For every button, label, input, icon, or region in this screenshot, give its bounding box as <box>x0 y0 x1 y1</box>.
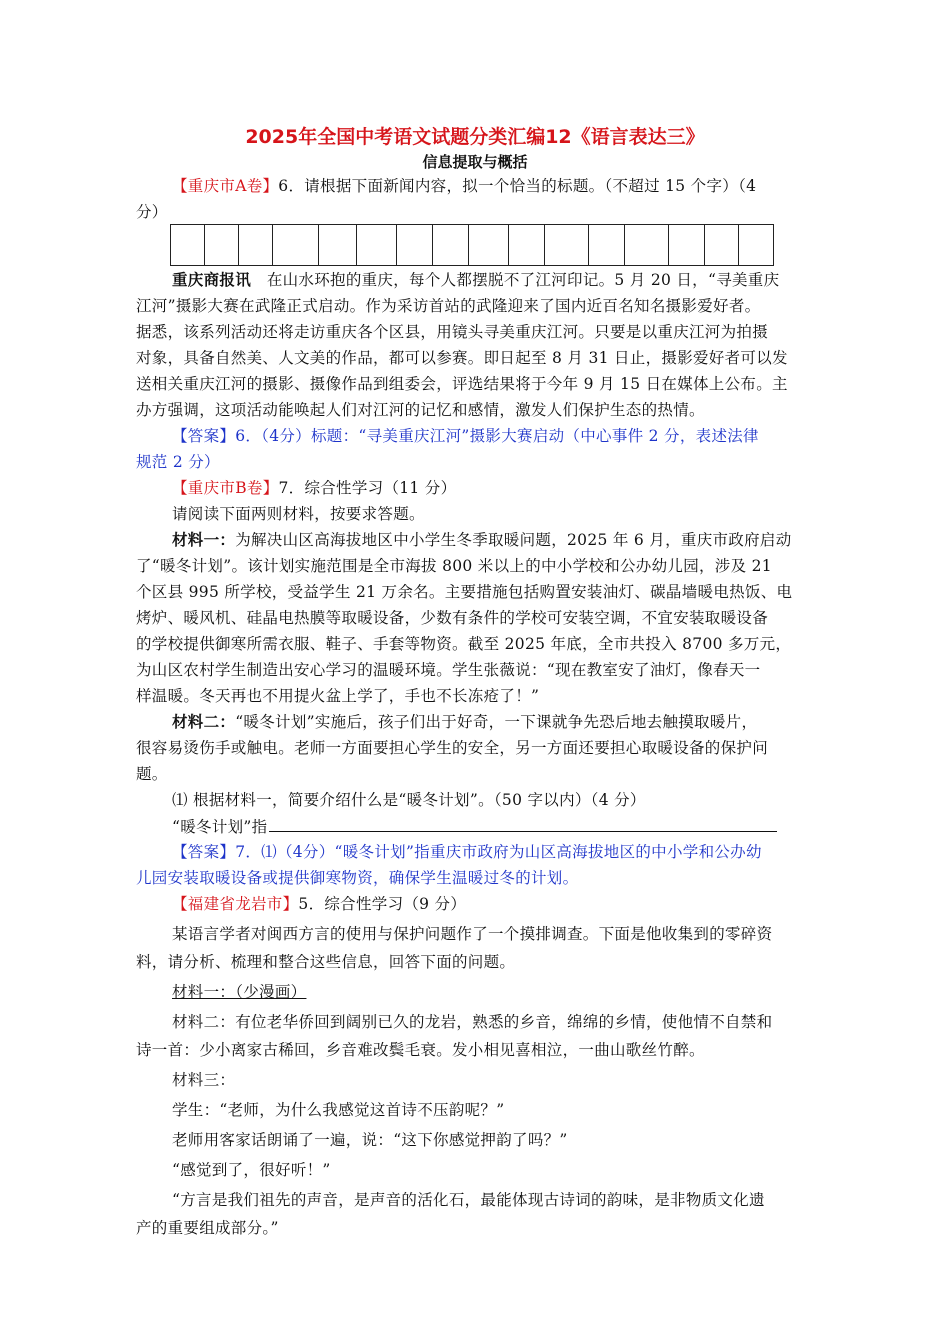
q1-source-tag: 【重庆市A卷】 <box>172 177 279 195</box>
q2-answer-cont: 儿园安装取暖设备或提供御寒物资，确保学生温暖过冬的计划。 <box>136 869 579 887</box>
q3-intro: 某语言学者对闽西方言的使用与保护问题作了一个摸排调查。下面是他收集到的零碎资 <box>172 925 773 943</box>
q1-stem-cont: 分） <box>136 203 168 221</box>
answer-cell[interactable] <box>171 225 205 265</box>
q3-material-2: 材料二：有位老华侨回到阔别已久的龙岩，熟悉的乡音，绵绵的乡情，使他情不自禁和 <box>172 1013 773 1031</box>
q2-answer: 【答案】7．⑴（4分）“暖冬计划”指重庆市政府为山区高海拔地区的中小学和公办幼 <box>172 843 762 861</box>
q3-intro-cont: 料，请分析、梳理和整合这些信息，回答下面的问题。 <box>136 953 516 971</box>
news-line-2: 江河”摄影大赛在武隆正式启动。作为采访首站的武隆迎来了国内近百名知名摄影爱好者。 <box>136 297 761 315</box>
answer-blank[interactable] <box>269 816 777 832</box>
answer-cell[interactable] <box>545 225 589 265</box>
q1-answer-cont: 规范 2 分） <box>136 453 220 471</box>
news-line-5: 送相关重庆江河的摄影、摄像作品到组委会，评选结果将于今年 9 月 15 日在媒体上公布。主 <box>136 375 788 393</box>
material-1-line-5: 的学校提供御寒所需衣服、鞋子、手套等物资。截至 2025 年底，全市共投入 8700 多万元， <box>136 635 792 653</box>
answer-cell[interactable] <box>669 225 705 265</box>
q2-intro: 请阅读下面两则材料，按要求答题。 <box>172 505 425 523</box>
material-1-line-2: 了“暖冬计划”。该计划实施范围是全市海拔 800 米以上的中小学校和公办幼儿园，涉及 21 <box>136 557 772 575</box>
answer-cell[interactable] <box>739 225 773 265</box>
news-line-4: 对象，具备自然美、人文美的作品，都可以参赛。即日起至 8 月 31 日止，摄影爱好者可以发 <box>136 349 788 367</box>
answer-cell[interactable] <box>625 225 669 265</box>
q3-source-tag: 【福建省龙岩市】 <box>172 895 299 913</box>
material-1-line-1: 材料一：为解决山区高海拔地区中小学生冬季取暖问题，2025 年 6 月，重庆市政府启动 <box>172 530 792 549</box>
document-subtitle: 信息提取与概括 <box>422 153 528 171</box>
q2-stem-line: 【重庆市B卷】7．综合性学习（11 分） <box>172 479 457 497</box>
news-line-3: 据悉，该系列活动还将走访重庆各个区县，用镜头寻美重庆江河。只要是以重庆江河为拍摄 <box>136 323 769 341</box>
answer-cell[interactable] <box>239 225 273 265</box>
q2-source-tag: 【重庆市B卷】 <box>172 479 279 497</box>
answer-cell[interactable] <box>205 225 239 265</box>
q1-stem: 6．请根据下面新闻内容，拟一个恰当的标题。（不超过 15 个字）（4 <box>278 177 757 195</box>
news-source: 重庆商报讯 <box>172 270 252 289</box>
answer-cell[interactable] <box>357 225 397 265</box>
material-1-line-7: 样温暖。冬天再也不用提火盆上学了，手也不长冻疮了！” <box>136 687 540 705</box>
q3-material-2-cont: 诗一首：少小离家古稀回，乡音难改鬓毛衰。发小相见喜相泣，一曲山歌丝竹醉。 <box>136 1041 705 1059</box>
q3-material-1: 材料一：（少漫画） <box>172 983 307 1001</box>
fill-prefix: “暖冬计划”指 <box>172 818 268 836</box>
material-2-line-1: 材料二：“暖冬计划”实施后，孩子们出于好奇，一下课就争先恐后地去触摸取暖片， <box>172 712 758 731</box>
news-line-6: 办方强调，这项活动能唤起人们对江河的记忆和感情，激发人们保护生态的热情。 <box>136 401 705 419</box>
title-answer-grid[interactable] <box>170 224 774 266</box>
material-2-line-2: 很容易烫伤手或触电。老师一方面要担心学生的安全，另一方面还要担心取暖设备的保护问 <box>136 739 769 757</box>
document-title: 2025年全国中考语文试题分类汇编12《语言表达三》 <box>245 126 705 148</box>
answer-cell[interactable] <box>273 225 319 265</box>
material-2-label: 材料二： <box>172 712 236 731</box>
material-1-line-4: 烤炉、暖风机、硅晶电热膜等取暖设备，少数有条件的学校可安装空调，不宜安装取暖设备 <box>136 609 769 627</box>
q2-sub-question-1: ⑴ 根据材料一，简要介绍什么是“暖冬计划”。（50 字以内）（4 分） <box>172 791 646 809</box>
material-1-label: 材料一： <box>172 530 236 549</box>
answer-cell[interactable] <box>509 225 545 265</box>
dialogue-line-1: 学生：“老师，为什么我感觉这首诗不压韵呢？” <box>172 1101 505 1119</box>
q3-material-3: 材料三： <box>172 1071 236 1089</box>
dialogue-line-4: “方言是我们祖先的声音，是声音的活化石，最能体现古诗词的韵味，是非物质文化遗 <box>172 1191 765 1209</box>
answer-cell[interactable] <box>469 225 509 265</box>
q1-answer: 【答案】6．（4分）标题：“寻美重庆江河”摄影大赛启动（中心事件 2 分，表述法律 <box>172 427 759 445</box>
answer-cell[interactable] <box>397 225 433 265</box>
q3-stem-line: 【福建省龙岩市】5．综合性学习（9 分） <box>172 895 467 913</box>
material-2-line-3: 题。 <box>136 765 168 783</box>
answer-cell[interactable] <box>589 225 625 265</box>
dialogue-line-2: 老师用客家话朗诵了一遍，说：“这下你感觉押韵了吗？” <box>172 1131 568 1149</box>
q1-stem-line <box>172 176 756 196</box>
dialogue-line-3: “感觉到了，很好听！” <box>172 1161 331 1179</box>
material-1-line-6: 为山区农村学生制造出安心学习的温暖环境。学生张薇说：“现在教室安了油灯，像春天一 <box>136 661 761 679</box>
answer-cell[interactable] <box>433 225 469 265</box>
answer-cell[interactable] <box>319 225 357 265</box>
answer-cell[interactable] <box>705 225 739 265</box>
q2-fill-line <box>172 816 777 837</box>
news-line-1: 重庆商报讯 在山水环抱的重庆，每个人都摆脱不了江河印记。5 月 20 日，“寻美重庆 <box>172 270 780 289</box>
dialogue-line-4-cont: 产的重要组成部分。” <box>136 1219 279 1237</box>
material-1-line-3: 个区县 995 所学校，受益学生 21 万余名。主要措施包括购置安装油灯、碳晶墙暖电热饭、电 <box>136 583 793 601</box>
